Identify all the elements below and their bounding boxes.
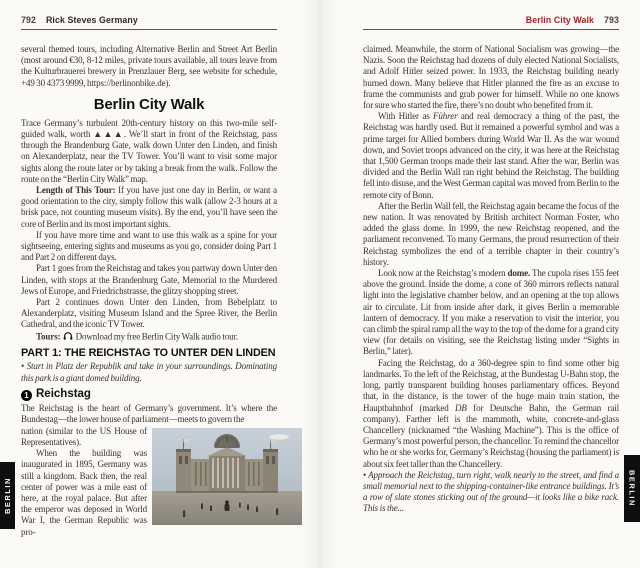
headphones-icon [63,331,73,341]
paragraph-reichstag-intro: The Reichstag is the heart of Germany’s government. It’s where the Bundestag—the lower house of parliament—meets to govern the [21,403,277,425]
right-page [320,0,640,568]
paragraph-overview: Trace Germany’s turbulent 20th-century history on this two-mile self-guided walk, worth ▲▲▲. We’ll start in front of the Reichstag, pass through the Brandenburg Gate, walk down Unter den Linden, and finish on Alexanderplatz, near the TV Tower. You’ll want to visit some major sights along the route later or by taking a break from the walk. Follow the route on the “Berlin City Walk” map. [21,117,277,184]
direction-note: • Approach the Reichstag, turn right, walk nearly to the street, and find a small memorial next to the shipping-container-like entrance buildings. It’s a row of slate stones sticking out of the ground—it looks like a bike rack. This is the... [363,469,619,514]
tours-text: Download my free Berlin City Walk audio tour. [75,331,238,342]
paragraph-part1-desc: Part 1 goes from the Reichstag and takes you partway down Unter den Linden, with stops at the Brandenburg Gate, Memorial to the Murdered Jews of Europe, and Friedrichstrasse, the glitzy shopping street. [21,263,277,296]
length-text: If you have just one day in Berlin, or want a good orientation to the city, simply follow this walk (allow 2-3 hours at a brisk pace, not counting museum visits). By the end, you’ll have seen the core of Berlin and its most important sights. [21,185,277,229]
paragraph-landmarks: Facing the Reichstag, do a 360-degree spin to find some other big landmarks. To the left of the Reichstag, at the Bundestag U-Bahn stop, the long, partly transparent building houses parliamentary offices. Beyond that, in the distance, is the tower of the huge main train station, the Hauptbahnhof (marked DB for Deutsche Bahn, the German rail company). Farther left is the mammoth, white, concrete-and-glass Chancellery (nicknamed “the Washing Machine”). This is the office of Germany’s most powerful person, the chancellor. To remind the chancellor who he or she works for, Germany’s Reichstag (housing the parliament) is about six feet taller than the Chancellery. [363,357,620,469]
paragraph-reichstag-history: When the building was inaugurated in 1895, Germany was still a kingdom. Back then, the real center of power was a mile east of here, at the royal palace. But after the emperor was deposed in World War I, the German Republic was pro- [21,448,147,537]
reichstag-photo [152,428,302,525]
paragraph-claimed: claimed. Meanwhile, the storm of National Socialism was growing—the Nazis. Soon the Reichstag had dozens of duly elected National Socialists, and Adolf Hitler seized power. In 1933, the Reichstag building nearly burned down. Many believe that Hitler planned the fire as an excuse to frame the communists and grab power for himself. While no one knows for sure who started the fire, there’s no doubt who benefited from it. [363,44,619,111]
paragraph-part2-desc: Part 2 continues down Unter den Linden, from Bebelplatz to Alexanderplatz, visiting Museum Island and the Spree River, the Berlin Cathedral, and the iconic TV Tower. [21,297,277,330]
paragraph-wall-fell: After the Berlin Wall fell, the Reichstag again became the focus of the new nation. It was renovated by British architect Norman Foster, who added the glass dome. In 1999, the new Reichstag reopened, and the parliament reconvened. To many Germans, the proud resurrection of their Reichstag symbolizes the end of a terrible chapter in their country’s history. [363,200,619,267]
stop1-name: Reichstag [36,387,91,400]
text-photo-row [21,426,277,538]
paragraph-hitler: With Hitler as Führer and real democracy a thing of the past, the Reichstag was hardly used. But it remained a powerful symbol and was a prime target for Allied bombers during World War II. As the war wound down, and Soviet troops advanced on the city, it was here at the Reichstag that 1,500 German troops made their last stand. After the war, Berlin was divided and the Berlin Wall ran right behind the Reichstag. The building fell into disuse, and the West German capital was moved from Berlin to the remote city of Bonn. [363,111,619,200]
page-number: 792 [21,15,36,25]
paragraph-more-time: If you have more time and want to use this walk as a spine for your sightseeing, entering sights and museums as you go, consider doing Part 1 and Part 2 on different days. [21,229,277,263]
chapter-title: Berlin City Walk [525,15,595,25]
tours-lead: Tours: [36,331,61,342]
length-lead: Length of This Tour: [36,185,116,196]
stop-number-badge: 1 [21,390,32,401]
direction-note: • Start in Platz der Republik and take in your surroundings. Dominating this park is a giant domed building. [21,361,277,383]
page-number: 793 [604,15,619,25]
berlin-tab-left: BERLIN [0,462,15,529]
reichstag-photo-illustration [152,428,302,525]
paragraph-intro-continued: several themed tours, including Alternative Berlin and Street Art Berlin (most around €30, 8-12 miles, private tours available, all tours leave from the Kulturbrauerei brewery in Prenzlauer Berg, see website for schedule, +49 30 4373 9999, https://berlinonbike.de). [21,44,277,88]
paragraph-reichstag-intro-end: nation (similar to the US House of Representatives). [21,425,147,447]
part1-heading: PART 1: THE REICHSTAG TO UNTER DEN LINDEN [21,347,276,360]
narrow-text-column [21,426,147,538]
berlin-tab-right: BERLIN [624,455,640,522]
running-head-left [21,15,277,30]
section-title: Berlin City Walk [93,95,205,113]
running-head-right [363,15,619,30]
paragraph-dome: Look now at the Reichstag’s modern dome. The cupola rises 155 feet above the ground. Inside the dome, a cone of 360 mirrors reflects natural light into the legislative chamber below, and an opening at the top allows air to circulate. Lit from inside after dark, it gives Berlin a memorable lantern of democracy. If you make a reservation to visit the interior, you can climb the spiral ramp all the way to the top of the dome for a grand city view (for details on visiting, see the Reichstag listing under “Sights in Berlin,” later). [363,268,619,357]
paragraph-tours [21,331,277,343]
stop1-heading [21,388,277,402]
paragraph-length [21,185,277,230]
book-title: Rick Steves Germany [45,15,138,25]
